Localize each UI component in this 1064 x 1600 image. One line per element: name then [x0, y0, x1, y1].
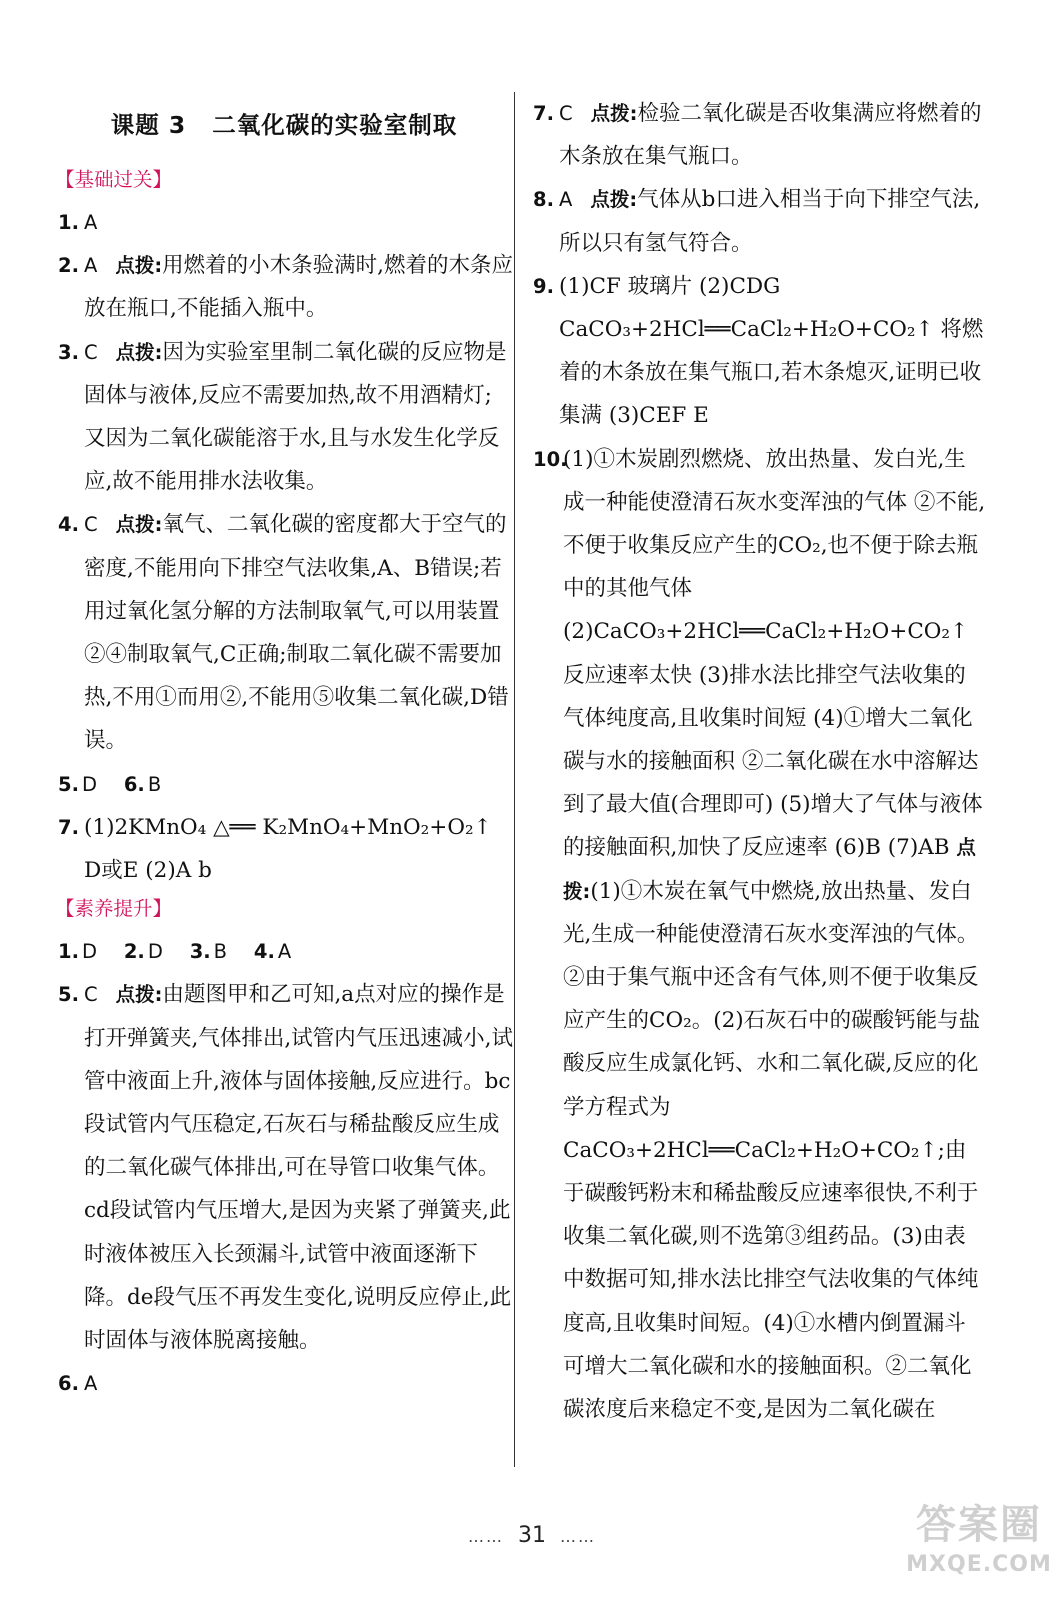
- title-number: 课题 3: [110, 111, 187, 139]
- section-basic: 【基础过关】: [55, 168, 173, 191]
- section-advanced: 【素养提升】: [55, 897, 173, 921]
- answer-item: 1. A: [58, 211, 98, 234]
- answer-item: 4. C 点拨:氧气、二氧化碳的密度都大于空气的密度,不能用向下排空气法收集,A、B错误;若用过氧化氢分解的方法制取氧气,可以用装置②④制取氧气,C正确;制取二氧化碳不需要加热,不用①而用②,不能用⑤收集二氧化碳,D错误。: [58, 512, 509, 754]
- left-column: [55, 92, 513, 1405]
- answer-item: 8. A 点拨:气体从b口进入相当于向下排空气法,所以只有氢气符合。: [533, 187, 981, 256]
- answer-item: 1. D 2. D 3. B 4. A: [58, 940, 292, 964]
- title-text: 二氧化碳的实验室制取: [212, 111, 458, 139]
- answer-item: 7. C 点拨:检验二氧化碳是否收集满应将燃着的木条放在集气瓶口。: [533, 101, 982, 170]
- answer-item: 7. (1)2KMnO₄ △══ K₂MnO₄+MnO₂+O₂↑ D或E (2)A b: [58, 814, 492, 884]
- answer-item: 5. C 点拨:由题图甲和乙可知,a点对应的操作是打开弹簧夹,气体排出,试管内气压迅速减小,试管中液面上升,液体与固体接触,反应进行。bc段试管内气压稳定,石灰石与稀盐酸反应生成的二氧化碳气体排出,可在导管口收集气体。cd段试管内气压增大,是因为夹紧了弹簧夹,此时液体被压入长颈漏斗,试管中液面逐渐下降。de段气压不再发生变化,说明反应停止,此时固体与液体脱离接触。: [58, 982, 514, 1354]
- answer-item: 9. (1)CF 玻璃片 (2)CDG CaCO₃+2HCl══CaCl₂+H₂O+CO₂↑ 将燃着的木条放在集气瓶口,若木条熄灭,证明已收集满 (3)CEF E: [533, 273, 984, 429]
- page-footer: …… 31 ……: [468, 1523, 596, 1548]
- right-column: [530, 92, 986, 1431]
- page-title: [55, 105, 513, 145]
- answer-item: 6. A: [58, 1372, 98, 1396]
- answer-item: 10. (1)①木炭剧烈燃烧、放出热量、发白光,生成一种能使澄清石灰水变浑浊的气体 ②不能,不便于收集反应产生的CO₂,也不便于除去瓶中的其他气体 (2)CaCO₃+2HCl══CaCl₂+H₂O+CO₂↑ 反应速率太快 (3)排水法比排空气法收集的气体纯度高,且收集时间短 (4)①增大二氧化碳与水的接触面积 ②二氧化碳在水中溶解达到了最大值(合理即可) (5)增大了气体与液体的接触面积,加快了反应速率 (6)B (7)AB 点拨:(1)①木炭在氧气中燃烧,放出热量、发白光,生成一种能使澄清石灰水变浑浊的气体。②由于集气瓶中还含有气体,则不便于收集反应产生的CO₂。(2)石灰石中的碳酸钙能与盐酸反应生成氯化钙、水和二氧化碳,反应的化学方程式为CaCO₃+2HCl══CaCl₂+H₂O+CO₂↑;由于碳酸钙粉末和稀盐酸反应速率很快,不利于收集二氧化碳,则不选第③组药品。(3)由表中数据可知,排水法比排空气法收集的气体纯度高,且收集时间短。(4)①水槽内倒置漏斗可增大二氧化碳和水的接触面积。②二氧化碳浓度后来稳定不变,是因为二氧化碳在: [533, 446, 986, 1423]
- column-divider: [514, 92, 515, 1467]
- answer-item: 3. C 点拨:因为实验室里制二氧化碳的反应物是固体与液体,反应不需要加热,故不用酒精灯;又因为二氧化碳能溶于水,且与水发生化学反应,故不能用排水法收集。: [58, 339, 507, 495]
- watermark-logo: 答案圈 MXQE.COM: [906, 1502, 1052, 1577]
- page-number: 31: [518, 1523, 546, 1548]
- answer-item: 5. D 6. B: [58, 772, 162, 796]
- answer-item: 2. A 点拨:用燃着的小木条验满时,燃着的木条应放在瓶口,不能插入瓶中。: [58, 253, 513, 322]
